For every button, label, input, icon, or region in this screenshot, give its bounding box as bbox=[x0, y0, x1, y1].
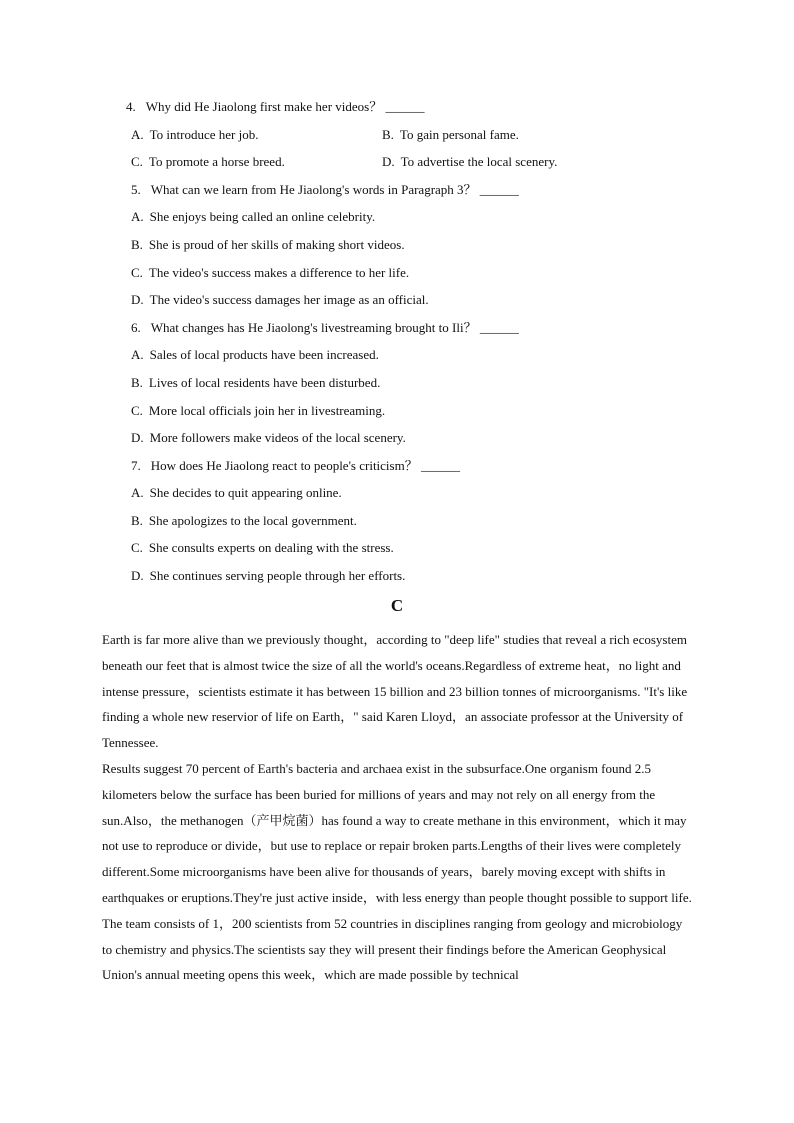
option-5b bbox=[131, 237, 405, 253]
option-letter: B. bbox=[382, 127, 394, 142]
option-letter: D. bbox=[131, 568, 144, 583]
option-7c bbox=[131, 540, 394, 556]
option-4c bbox=[131, 154, 285, 170]
option-text: Sales of local products have been increased. bbox=[149, 347, 379, 362]
option-6b bbox=[131, 375, 380, 391]
option-letter: C. bbox=[131, 265, 143, 280]
option-5d bbox=[131, 292, 429, 308]
option-text: She apologizes to the local government. bbox=[148, 513, 357, 528]
option-text: The video's success makes a difference to her life. bbox=[148, 265, 410, 280]
option-letter: C. bbox=[131, 540, 143, 555]
option-6c bbox=[131, 403, 385, 419]
option-text: To introduce her job. bbox=[149, 127, 259, 142]
question-number: 7. bbox=[131, 458, 141, 473]
question-text: Why did He Jiaolong first make her videos？ ______ bbox=[145, 99, 425, 114]
option-5a bbox=[131, 209, 375, 225]
passage-paragraph-1: Earth is far more alive than we previously thought，according to "deep life" studies that reveal a rich ecosystem beneath our feet that is almost twice the size of all the world's oceans.Regardless of extreme heat，no light and intense pressure，scientists estimate it has between 15 billion and 23 billion tonnes of microorganisms. "It's like finding a whole new reservior of life on Earth，" said Karen Lloyd，an associate professor at the University of Tennessee. bbox=[102, 632, 688, 751]
option-text: To promote a horse breed. bbox=[148, 154, 285, 169]
question-text: What can we learn from He Jiaolong's words in Paragraph 3？ ______ bbox=[150, 182, 519, 197]
option-7a bbox=[131, 485, 342, 501]
option-4b bbox=[382, 127, 519, 143]
passage bbox=[102, 627, 694, 988]
question-text: What changes has He Jiaolong's livestreaming brought to Ili？ ______ bbox=[150, 320, 519, 335]
question-text: How does He Jiaolong react to people's criticism？ ______ bbox=[150, 458, 460, 473]
option-letter: A. bbox=[131, 209, 144, 224]
option-text: To gain personal fame. bbox=[399, 127, 519, 142]
option-letter: B. bbox=[131, 513, 143, 528]
option-text: The video's success damages her image as an official. bbox=[149, 292, 429, 307]
passage-paragraph-3: The team consists of 1，200 scientists from 52 countries in disciplines ranging from geology and microbiology to chemistry and physics.The scientists say they will present their findings before the American Geophysical Union's annual meeting opens this week，which are made possible by technical bbox=[102, 915, 683, 983]
question-number: 6. bbox=[131, 320, 141, 335]
passage-paragraph-2: Results suggest 70 percent of Earth's bacteria and archaea exist in the subsurface.One organism found 2.5 kilometers below the surface has been buried for millions of years and may not rely on all energy from the sun.Also，the methanogen（产甲烷菌）has found a way to create methane in this environment，which it may not use to reproduce or divide，but use to replace or repair broken parts.Lengths of their lives were completely different.Some microorganisms have been alive for thousands of years，barely moving except with shifts in earthquakes or eruptions.They're just active inside，with less energy than people thought possible to support life. bbox=[102, 760, 692, 905]
option-text: She consults experts on dealing with the stress. bbox=[148, 540, 394, 555]
option-letter: B. bbox=[131, 237, 143, 252]
option-letter: A. bbox=[131, 127, 144, 142]
section-heading: C bbox=[390, 596, 404, 615]
question-number: 4. bbox=[126, 99, 136, 114]
option-text: She is proud of her skills of making short videos. bbox=[148, 237, 405, 252]
option-letter: D. bbox=[131, 292, 144, 307]
option-6d bbox=[131, 430, 406, 446]
option-letter: A. bbox=[131, 485, 144, 500]
option-text: More local officials join her in livestreaming. bbox=[148, 403, 386, 418]
option-text: Lives of local residents have been disturbed. bbox=[148, 375, 381, 390]
option-7d bbox=[131, 568, 405, 584]
option-letter: A. bbox=[131, 347, 144, 362]
question-5 bbox=[131, 182, 519, 198]
option-6a bbox=[131, 347, 379, 363]
option-letter: C. bbox=[131, 154, 143, 169]
option-7b bbox=[131, 513, 357, 529]
option-letter: D. bbox=[131, 430, 144, 445]
option-letter: B. bbox=[131, 375, 143, 390]
option-text: To advertise the local scenery. bbox=[400, 154, 558, 169]
option-5c bbox=[131, 265, 409, 281]
option-4d bbox=[382, 154, 557, 170]
option-4a bbox=[131, 127, 258, 143]
option-text: She enjoys being called an online celebrity. bbox=[149, 209, 376, 224]
question-6 bbox=[131, 320, 519, 336]
option-text: She continues serving people through her efforts. bbox=[149, 568, 406, 583]
option-letter: D. bbox=[382, 154, 395, 169]
option-letter: C. bbox=[131, 403, 143, 418]
question-4 bbox=[126, 99, 424, 115]
question-7 bbox=[131, 458, 460, 474]
option-text: More followers make videos of the local scenery. bbox=[149, 430, 406, 445]
question-number: 5. bbox=[131, 182, 141, 197]
option-text: She decides to quit appearing online. bbox=[149, 485, 342, 500]
